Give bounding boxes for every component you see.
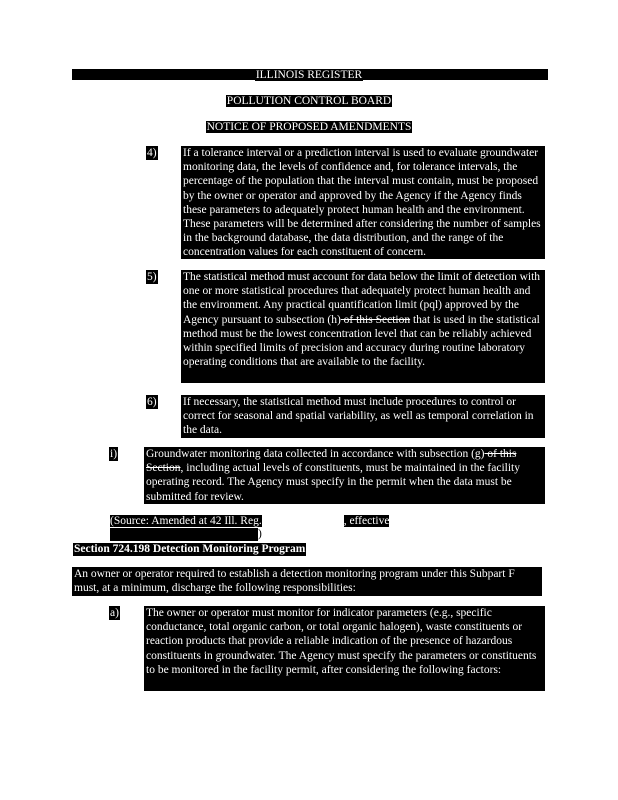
item-a-text: The owner or operator must monitor for indicator parameters (e.g., specific conductance, total organic carbon, or total organic halogen), waste constituents or reaction products that provide a reliable indication of the presence of hazardous constituents in groundwater. The Agency must specify the parameters or constituents to be monitored in the facility permit, after considering the following factors: [144, 606, 545, 691]
section-title: Section 724.198 Detection Monitoring Program [74, 543, 306, 555]
item-i-deleted-text: of this Section [146, 448, 517, 475]
item-5-text: The statistical method must account for data below the limit of detection with one or more statistical procedures that adequately protect human health and the environment. Any practical quantification limit (pql) approved by the Agency pursuant to subsection (h) of this Section that is used in the statistical method must be the lowest concentration level that can be reliably achieved within specified limits of precision and accuracy during routine laboratory operating conditions that are available to the facility. [181, 270, 545, 383]
section-intro: An owner or operator required to establish a detection monitoring program under this Subpart F must, at a minimum, discharge the following responsibilities: [72, 567, 542, 596]
item-i-text: Groundwater monitoring data collected in accordance with subsection (g) of this Section, including actual levels of constituents, must be maintained in the facility operating record. The Agency must specify in the permit when the data must be submitted for review. [144, 447, 545, 504]
item-5-deleted-text: of this Section [340, 313, 411, 326]
item-6-text: If necessary, the statistical method must include procedures to control or correct for seasonal and spatial variability, as well as temporal correlation in the data. [181, 395, 545, 438]
item-4-label: 4) [147, 147, 157, 159]
board-title: POLLUTION CONTROL BOARD [226, 95, 392, 107]
item-6-label: 6) [147, 396, 157, 408]
item-4-text: If a tolerance interval or a prediction interval is used to evaluate groundwater monitoring data, the levels of confidence and, for tolerance intervals, the percentage of the population that the interval must contain, must be proposed by the owner or operator and approved by the Agency if the Agency finds these parameters to adequately protect human health and the environment. These parameters will be determined after considering the number of samples in the background database, the data distribution, and the range of the concentration values for each constituent of concern. [181, 146, 545, 259]
item-i-label: i) [110, 448, 118, 460]
item-a-label: a) [110, 607, 119, 619]
source-note: (Source: Amended at 42 Ill. Reg. , effective ) [110, 515, 390, 540]
register-title: ILLINOIS REGISTER [255, 69, 363, 81]
notice-title: NOTICE OF PROPOSED AMENDMENTS [206, 121, 412, 133]
item-5-label: 5) [147, 271, 157, 283]
